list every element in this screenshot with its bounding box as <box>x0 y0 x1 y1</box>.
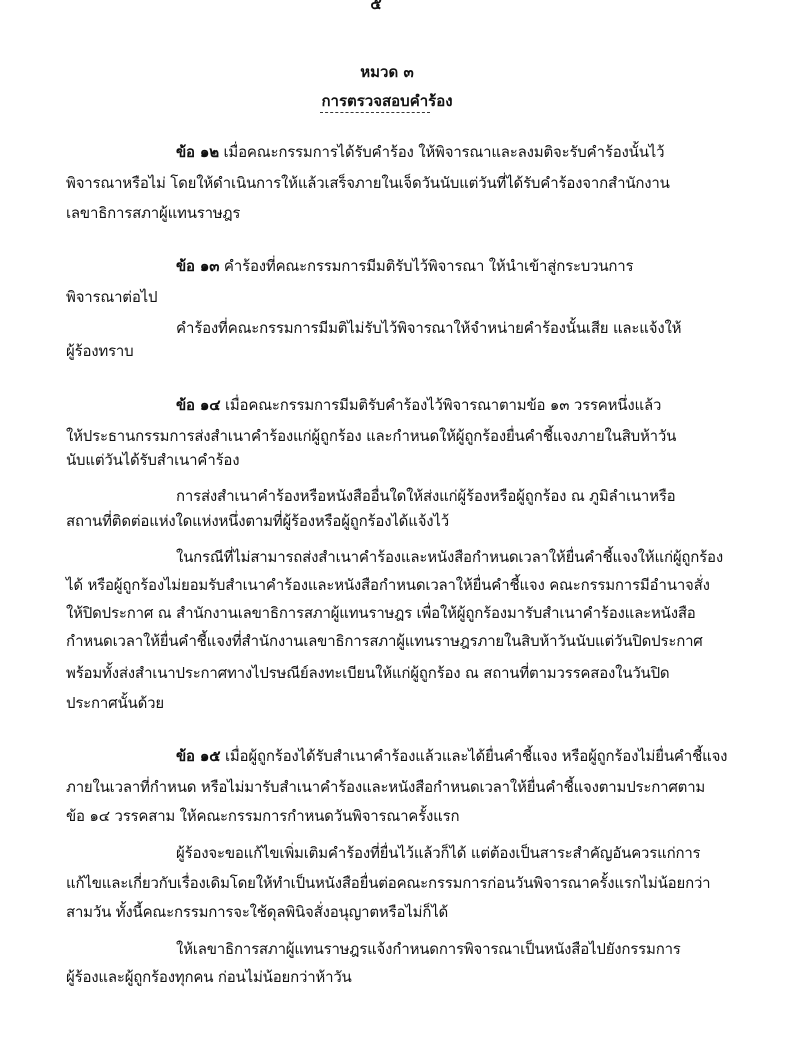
section-14-para3-line-2: ได้ หรือผู้ถูกร้องไม่ยอมรับสำเนาคำร้องและหนังสือกำหนดเวลาให้ยื่นคำชี้แจง คณะกรรมการมีอำนาจสั่ง <box>66 576 710 594</box>
section-14-line-1: ข้อ ๑๔ เมื่อคณะกรรมการมีมติรับคำร้องไว้พิจารณาตามข้อ ๑๓ วรรคหนึ่งแล้ว <box>176 396 662 414</box>
section-14-para3-line-3: ให้ปิดประกาศ ณ สำนักงานเลขาธิการสภาผู้แทนราษฎร เพื่อให้ผู้ถูกร้องมารับสำเนาคำร้องและหนังสือ <box>66 604 696 622</box>
section-14-para2-line-2: สถานที่ติดต่อแห่งใดแห่งหนึ่งตามที่ผู้ร้องหรือผู้ถูกร้องได้แจ้งไว้ <box>66 512 449 530</box>
section-14-line-2: ให้ประธานกรรมการส่งสำเนาคำร้องแก่ผู้ถูกร้อง และกำหนดให้ผู้ถูกร้องยื่นคำชี้แจงภายในสิบห้าวัน <box>66 427 677 445</box>
section-12-line-2: พิจารณาหรือไม่ โดยให้ดำเนินการให้แล้วเสร็จภายในเจ็ดวันนับแต่วันที่ได้รับคำร้องจากสำนักงาน <box>66 174 670 192</box>
section-14-label: ข้อ ๑๔ <box>176 396 221 414</box>
section-13-para2-line-1: คำร้องที่คณะกรรมการมีมติไม่รับไว้พิจารณาให้จำหน่ายคำร้องนั้นเสีย และแจ้งให้ <box>176 319 682 337</box>
section-15-para2-line-2: แก้ไขและเกี่ยวกับเรื่องเดิมโดยให้ทำเป็นหนังสือยื่นต่อคณะกรรมการก่อนวันพิจารณาครั้งแรกไม่น้อยกว่า <box>66 874 711 892</box>
chapter-title: การตรวจสอบคำร้อง <box>321 92 453 110</box>
section-12-label: ข้อ ๑๒ <box>176 143 219 161</box>
section-14-para3-line-6: ประกาศนั้นด้วย <box>66 694 164 712</box>
section-15-para2-line-1: ผู้ร้องจะขอแก้ไขเพิ่มเติมคำร้องที่ยื่นไว้แล้วก็ได้ แต่ต้องเป็นสาระสำคัญอันควรแก่การ <box>176 844 701 862</box>
section-14-line-3: นับแต่วันได้รับสำเนาคำร้อง <box>66 451 240 469</box>
section-15-line-1: ข้อ ๑๕ เมื่อผู้ถูกร้องได้รับสำเนาคำร้องแล้วและได้ยื่นคำชี้แจง หรือผู้ถูกร้องไม่ยื่นคำชี้แจง <box>176 747 728 765</box>
section-15-para2-line-3: สามวัน ทั้งนี้คณะกรรมการจะใช้ดุลพินิจสั่งอนุญาตหรือไม่ก็ได้ <box>66 903 449 921</box>
section-14-para3-line-1: ในกรณีที่ไม่สามารถส่งสำเนาคำร้องและหนังสือกำหนดเวลาให้ยื่นคำชี้แจงให้แก่ผู้ถูกร้อง <box>176 548 723 566</box>
section-14-para3-line-5: พร้อมทั้งส่งสำเนาประกาศทางไปรษณีย์ลงทะเบียนให้แก่ผู้ถูกร้อง ณ สถานที่ตามวรรคสองในวันปิด <box>66 664 670 682</box>
section-13-para2-line-2: ผู้ร้องทราบ <box>66 342 134 360</box>
section-15-para3-line-2: ผู้ร้องและผู้ถูกร้องทุกคน ก่อนไม่น้อยกว่าห้าวัน <box>66 968 352 986</box>
section-13-line-2: พิจารณาต่อไป <box>66 288 158 306</box>
section-15-para3-line-1: ให้เลขาธิการสภาผู้แทนราษฎรแจ้งกำหนดการพิจารณาเป็นหนังสือไปยังกรรมการ <box>176 940 681 958</box>
section-15-label: ข้อ ๑๕ <box>176 747 221 765</box>
section-12-line-3: เลขาธิการสภาผู้แทนราษฎร <box>66 204 241 222</box>
chapter-number: หมวด ๓ <box>360 63 414 81</box>
section-14-para3-line-4: กำหนดเวลาให้ยื่นคำชี้แจงที่สำนักงานเลขาธิการสภาผู้แทนราษฎรภายในสิบห้าวันนับแต่วันปิดประกาศ <box>66 632 703 650</box>
section-15-line-2: ภายในเวลาที่กำหนด หรือไม่มารับสำเนาคำร้องและหนังสือกำหนดเวลาให้ยื่นคำชี้แจงตามประกาศตาม <box>66 778 706 796</box>
title-divider <box>320 112 430 113</box>
section-14-para2-line-1: การส่งสำเนาคำร้องหรือหนังสืออื่นใดให้ส่งแก่ผู้ร้องหรือผู้ถูกร้อง ณ ภูมิลำเนาหรือ <box>176 487 676 505</box>
section-13-label: ข้อ ๑๓ <box>176 257 220 275</box>
section-15-line-3: ข้อ ๑๔ วรรคสาม ให้คณะกรรมการกำหนดวันพิจารณาครั้งแรก <box>66 807 460 825</box>
section-13-line-1: ข้อ ๑๓ คำร้องที่คณะกรรมการมีมติรับไว้พิจารณา ให้นำเข้าสู่กระบวนการ <box>176 257 634 275</box>
section-12-line-1: ข้อ ๑๒ เมื่อคณะกรรมการได้รับคำร้อง ให้พิจารณาและลงมติจะรับคำร้องนั้นไว้ <box>176 143 665 161</box>
page-number: ๕ <box>370 0 382 13</box>
